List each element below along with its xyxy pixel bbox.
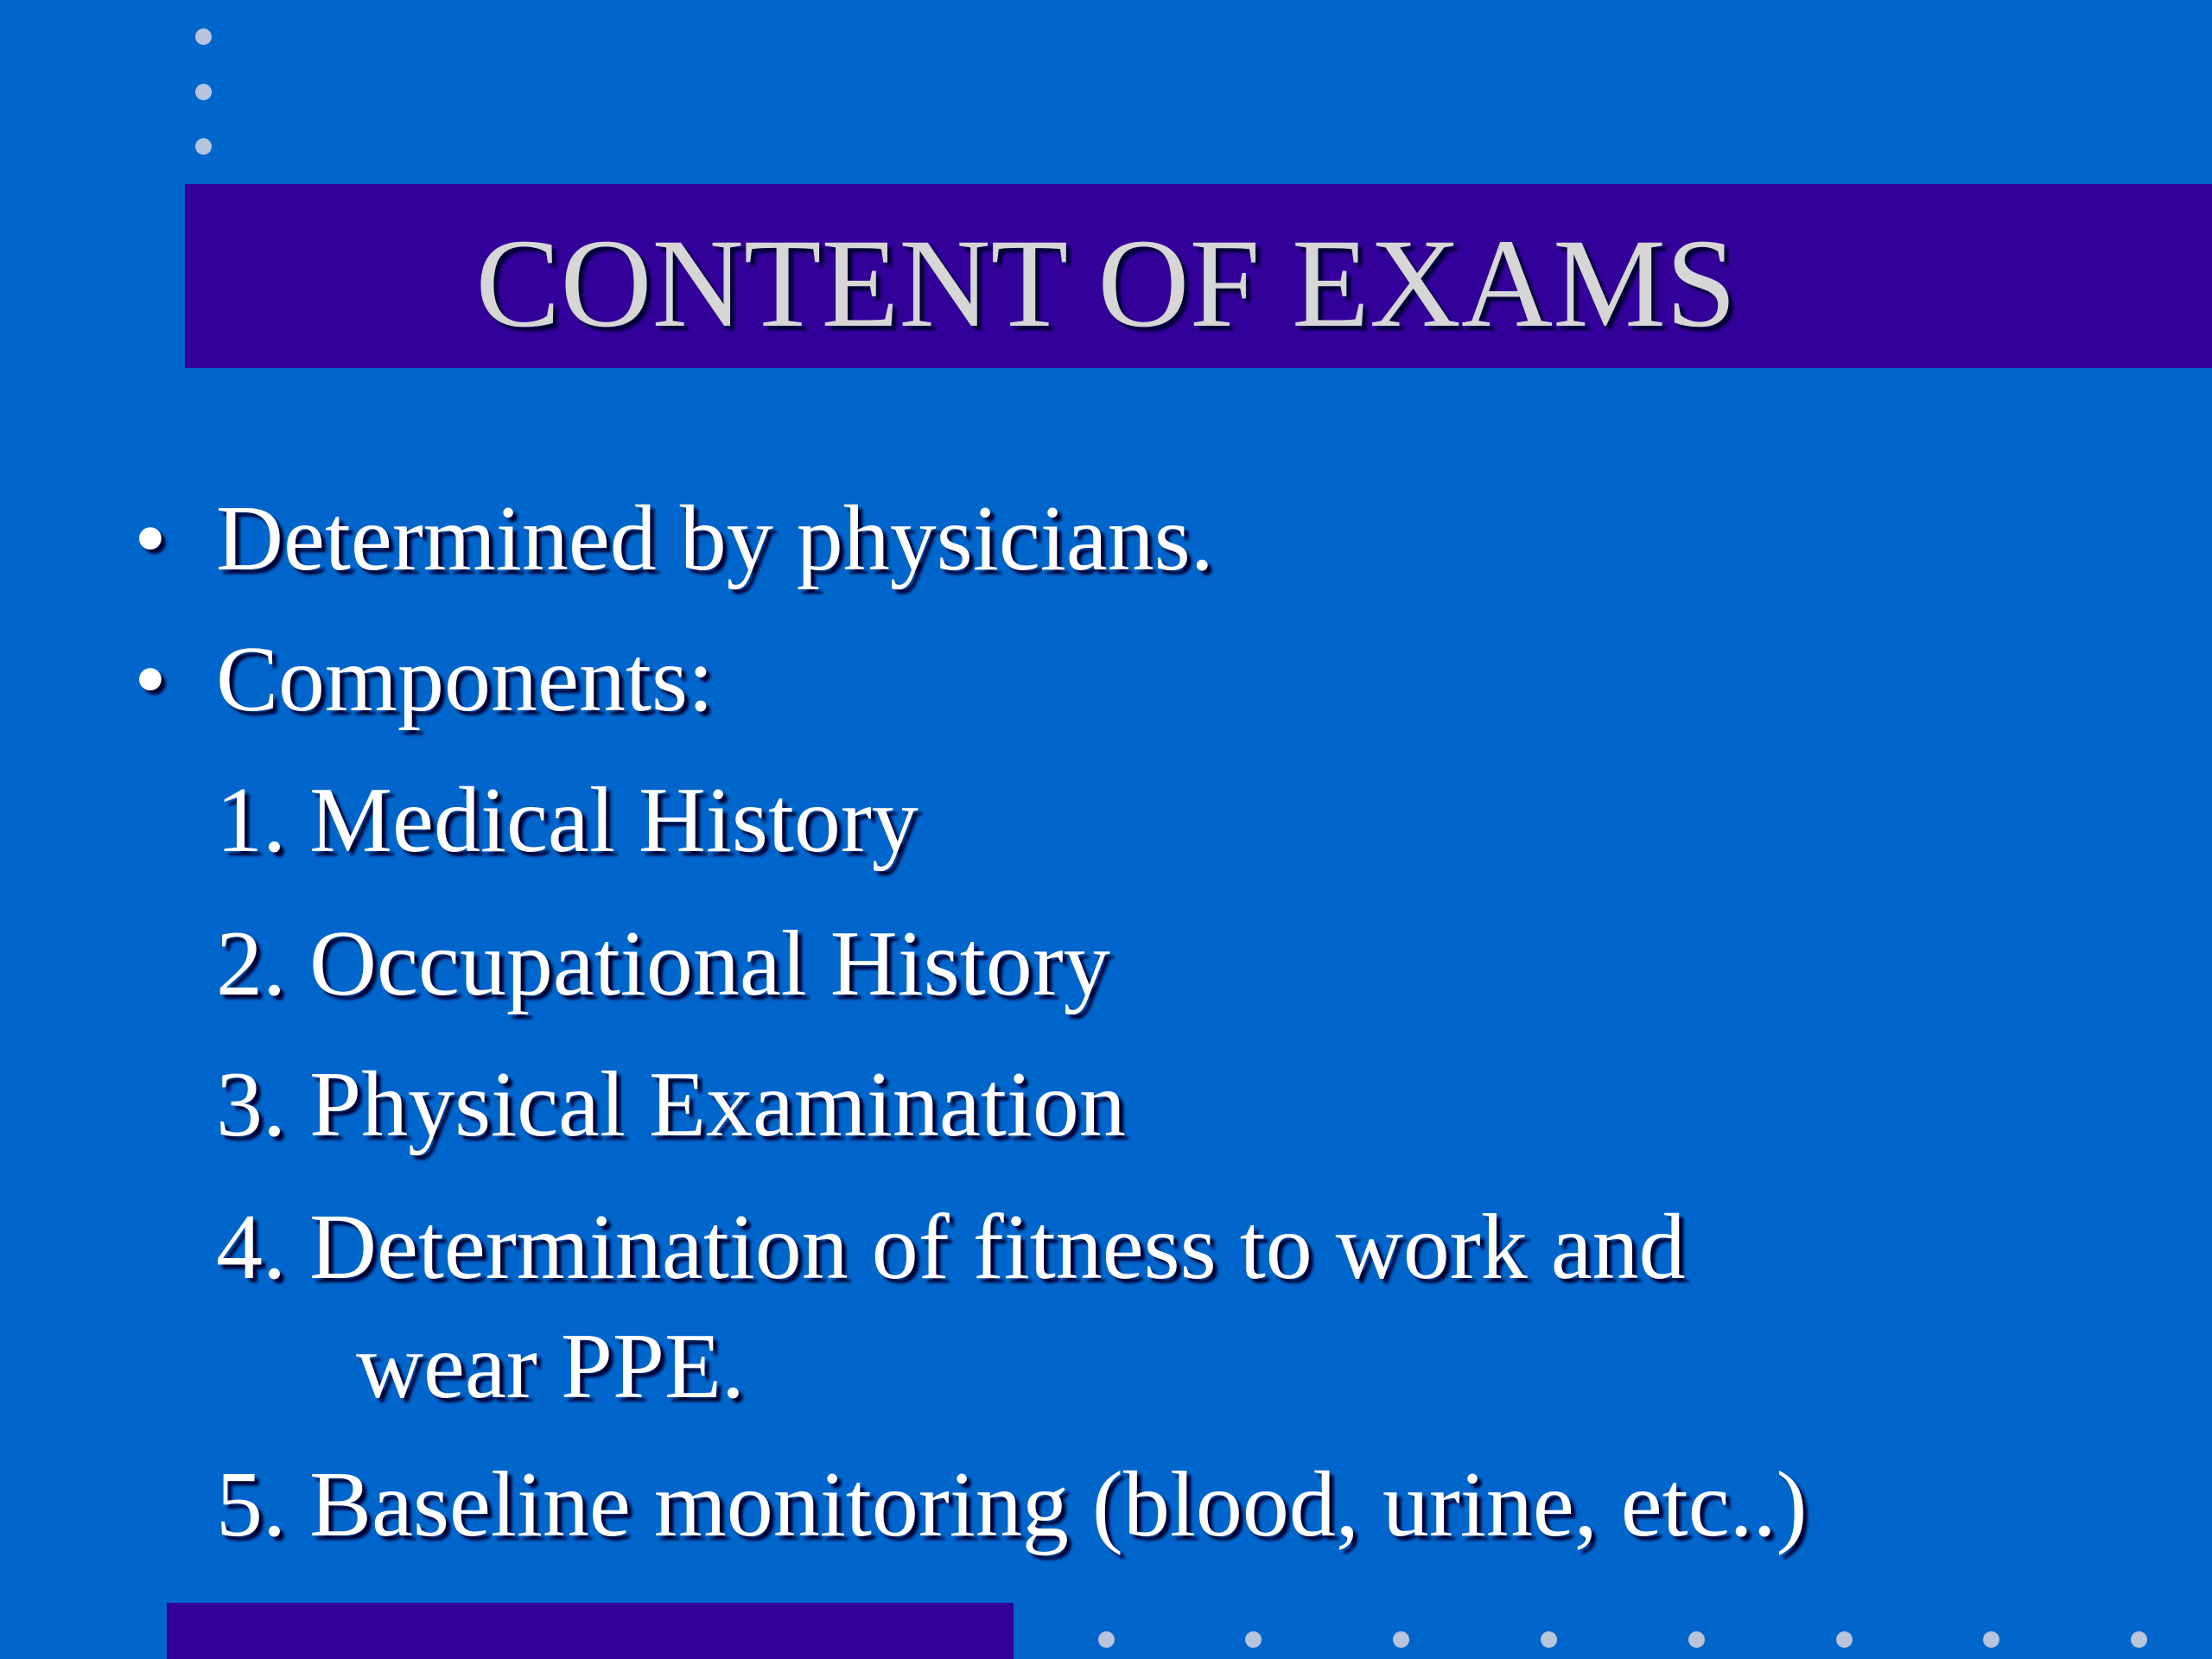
decorative-dot (1541, 1631, 1557, 1648)
component-item-5: 5. Baseline monitoring (blood, urine, etc..) (216, 1453, 1808, 1556)
slide-title: CONTENT OF EXAMS (475, 213, 1737, 353)
decorative-dot (1836, 1631, 1853, 1648)
decorative-dot (2131, 1631, 2147, 1648)
bullet-item-determined: Determined by physicians. (216, 487, 1214, 590)
decorative-dot (1983, 1631, 1999, 1648)
component-item-3: 3. Physical Examination (216, 1053, 1126, 1156)
component-item-1: 1. Medical History (216, 769, 918, 872)
decorative-dot (195, 138, 212, 155)
bullet-marker: • (134, 628, 167, 731)
decorative-dot (1393, 1631, 1409, 1648)
decorative-dot (195, 29, 212, 45)
component-item-4-continuation: wear PPE. (356, 1315, 745, 1418)
component-item-4: 4. Determination of fitness to work and (216, 1196, 1686, 1299)
decorative-dot (1245, 1631, 1262, 1648)
decorative-dot (1688, 1631, 1705, 1648)
bullet-marker: • (134, 487, 167, 590)
footer-band (167, 1603, 1014, 1659)
component-item-2: 2. Occupational History (216, 912, 1110, 1015)
bullet-item-components: Components: (216, 628, 715, 731)
decorative-dot (195, 84, 212, 100)
decorative-dot (1098, 1631, 1115, 1648)
